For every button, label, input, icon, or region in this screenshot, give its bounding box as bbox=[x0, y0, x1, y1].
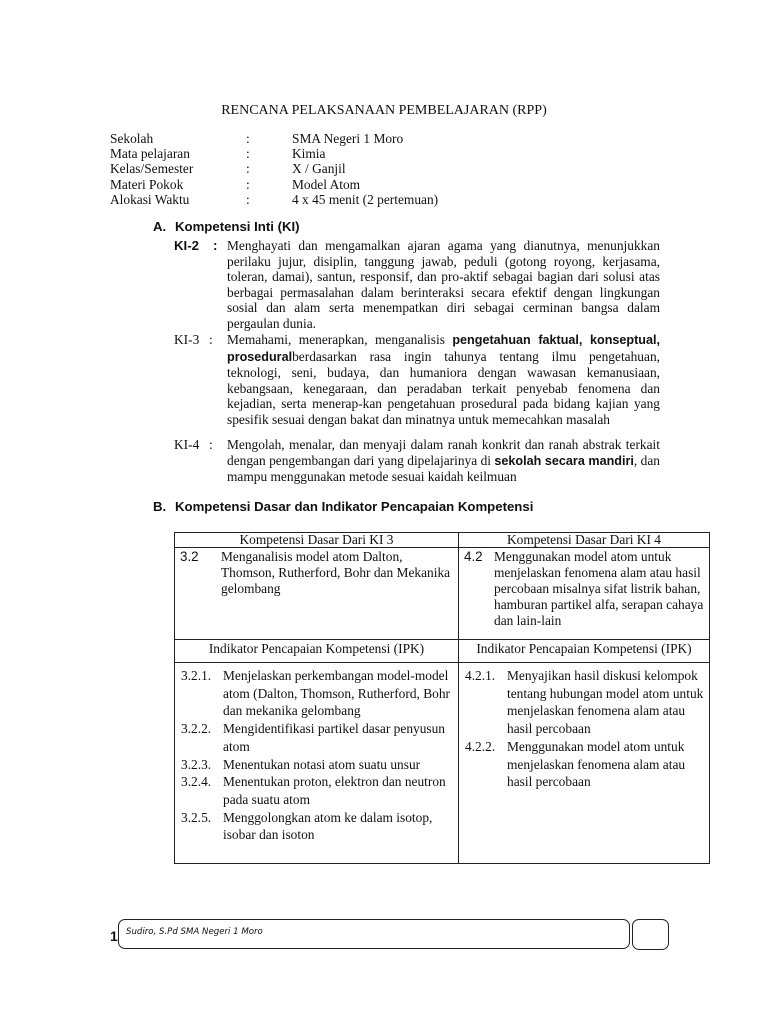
list-item bbox=[175, 720, 458, 755]
info-value: Kimia bbox=[292, 146, 326, 162]
ipk-number: 4.2.2. bbox=[465, 738, 496, 754]
list-item bbox=[175, 756, 458, 774]
info-label: Kelas/Semester bbox=[110, 161, 194, 177]
info-label: Mata pelajaran bbox=[110, 146, 190, 162]
section-a-heading bbox=[153, 219, 300, 234]
ipk-text: Menggolongkan atom ke dalam isotop, isobar dan isoton bbox=[223, 809, 433, 843]
ki-text bbox=[227, 332, 660, 428]
info-value: X / Ganjil bbox=[292, 161, 346, 177]
table-header-row bbox=[175, 533, 710, 548]
ipk-number: 4.2.1. bbox=[465, 668, 496, 683]
info-label: Materi Pokok bbox=[110, 176, 184, 192]
footer-author: Sudiro, S.Pd SMA Negeri 1 Moro bbox=[126, 927, 263, 937]
ipk-number: 3.2.3. bbox=[181, 756, 212, 772]
info-colon: : bbox=[246, 131, 250, 146]
header-ipk-left: Indikator Pencapaian Kompetensi (IPK) bbox=[175, 640, 459, 663]
ipk-text: Menggunakan model atom untuk menjelaskan fenomena alam atau hasil percobaan bbox=[507, 738, 686, 790]
section-a-label: A. bbox=[153, 219, 167, 234]
ki-colon: : bbox=[209, 332, 213, 347]
ipk-text: Mengidentifikasi partikel dasar penyusun atom bbox=[223, 721, 446, 754]
header-kd-ki4: Kompetensi Dasar Dari KI 4 bbox=[459, 533, 710, 548]
ipk-number: 3.2.4. bbox=[181, 774, 212, 790]
list-item bbox=[459, 738, 709, 791]
ki-4-item bbox=[174, 437, 660, 485]
ki-code: KI-3 bbox=[174, 332, 200, 347]
ipk-left-cell bbox=[175, 663, 459, 864]
list-item bbox=[175, 667, 458, 720]
ki-text-part: berdasarkan rasa ingin tahunya tentang ilmu pengetahuan, teknologi, seni, budaya, dan humaniora dengan wawasan kemanusiaan, kebangsaan, kenegaraan, dan peradaban terkait penyebab fenomena dan kejadian, serta menerap-kan pengetahuan prosedural pada bidang kajian yang spesifik sesuai dengan bakat dan minatnya untuk memecahkan masalah bbox=[227, 348, 660, 427]
list-item bbox=[175, 773, 458, 808]
section-b-label: B. bbox=[153, 499, 167, 514]
header-ipk-right: Indikator Pencapaian Kompetensi (IPK) bbox=[459, 640, 710, 663]
ki-text-part: Memahami, menerapkan, menganalisis bbox=[227, 332, 453, 347]
kompetensi-table bbox=[174, 532, 710, 864]
kd-text: Menganalisis model atom Dalton, Thomson, Rutherford, Bohr dan Mekanika gelombang bbox=[221, 549, 451, 596]
ki-text: Menghayati dan mengamalkan ajaran agama yang dianutnya, menunjukkan perilaku jujur, disiplin, tanggung jawab, peduli (gotong royong, kerjasama, toleran, damai), santun, responsif, dan pro-aktif sebagai bagian dari solusi atas berbagai permasalahan dalam berinteraksi secara efektif dengan lingkungan sosial dan alam serta menempatkan diri sebagai cerminan bangsa dalam pergaulan dunia. bbox=[227, 238, 660, 331]
section-a-title: Kompetensi Inti (KI) bbox=[175, 219, 300, 234]
document-title: RENCANA PELAKSANAAN PEMBELAJARAN (RPP) bbox=[221, 103, 547, 118]
section-b-title: Kompetensi Dasar dan Indikator Pencapaian Kompetensi bbox=[175, 499, 534, 514]
ki-text-bold: pengetahuan faktual, konseptual, prosedural bbox=[227, 333, 660, 364]
ki-2-item bbox=[174, 238, 660, 332]
info-colon: : bbox=[246, 161, 250, 177]
info-colon: : bbox=[246, 191, 250, 207]
info-value: SMA Negeri 1 Moro bbox=[292, 131, 404, 146]
table-row bbox=[175, 631, 710, 640]
info-label: Alokasi Waktu bbox=[110, 191, 190, 207]
info-label: Sekolah bbox=[110, 131, 154, 146]
kd-ki3-cell bbox=[175, 548, 459, 632]
ipk-text: Menyajikan hasil diskusi kelompok tentang hubungan model atom untuk menjelaskan fenomena alam atau hasil percobaan bbox=[507, 668, 704, 737]
table-row bbox=[175, 548, 710, 632]
footer-page-box bbox=[632, 919, 669, 950]
info-colon: : bbox=[246, 176, 250, 192]
spacer-cell bbox=[175, 631, 459, 640]
section-b-heading bbox=[153, 499, 533, 514]
ipk-header-row bbox=[175, 640, 710, 663]
list-item bbox=[459, 667, 709, 738]
ipk-text: Menentukan proton, elektron dan neutron pada suatu atom bbox=[223, 774, 446, 807]
header-kd-ki3: Kompetensi Dasar Dari KI 3 bbox=[175, 533, 459, 548]
ipk-number: 3.2.5. bbox=[181, 809, 212, 825]
ki-text-bold: sekolah secara mandiri bbox=[494, 453, 634, 468]
ipk-right-cell bbox=[459, 663, 710, 864]
kd-text: Menggunakan model atom untuk menjelaskan fenomena alam atau hasil percobaan misalnya sifat listrik bahan, hamburan partikel alfa, serapan cahaya dan lain-lain bbox=[494, 549, 704, 628]
info-value: 4 x 45 menit (2 pertemuan) bbox=[292, 191, 439, 207]
ki-text bbox=[227, 437, 660, 485]
ki-3-item bbox=[174, 332, 660, 428]
kd-number: 4.2 bbox=[464, 549, 483, 564]
table-row bbox=[175, 663, 710, 864]
kd-ki4-cell bbox=[459, 548, 710, 632]
kd-number: 3.2 bbox=[180, 549, 199, 564]
ipk-text: Menentukan notasi atom suatu unsur bbox=[223, 756, 421, 772]
page-number: 1 bbox=[110, 928, 118, 944]
info-colon: : bbox=[246, 146, 250, 162]
ipk-number: 3.2.1. bbox=[181, 668, 212, 683]
ki-colon: : bbox=[209, 437, 213, 452]
ipk-text: Menjelaskan perkembangan model-model atom (Dalton, Thomson, Rutherford, Bohr dan mekanika gelombang bbox=[223, 668, 450, 719]
ki-colon: : bbox=[213, 238, 218, 253]
spacer-cell bbox=[459, 631, 710, 640]
list-item bbox=[175, 809, 458, 844]
ki-code: KI-4 bbox=[174, 437, 200, 452]
info-value: Model Atom bbox=[292, 176, 361, 192]
ipk-number: 3.2.2. bbox=[181, 721, 212, 737]
ki-text-part: , dan mampu menggunakan metode sesuai kaidah keilmuan bbox=[227, 452, 660, 485]
ki-code: KI-2 bbox=[174, 238, 199, 253]
ki-text-part: Mengolah, menalar, dan menyaji dalam ranah konkrit dan ranah abstrak terkait dengan pengembangan dari yang dipelajarinya di bbox=[227, 437, 660, 468]
